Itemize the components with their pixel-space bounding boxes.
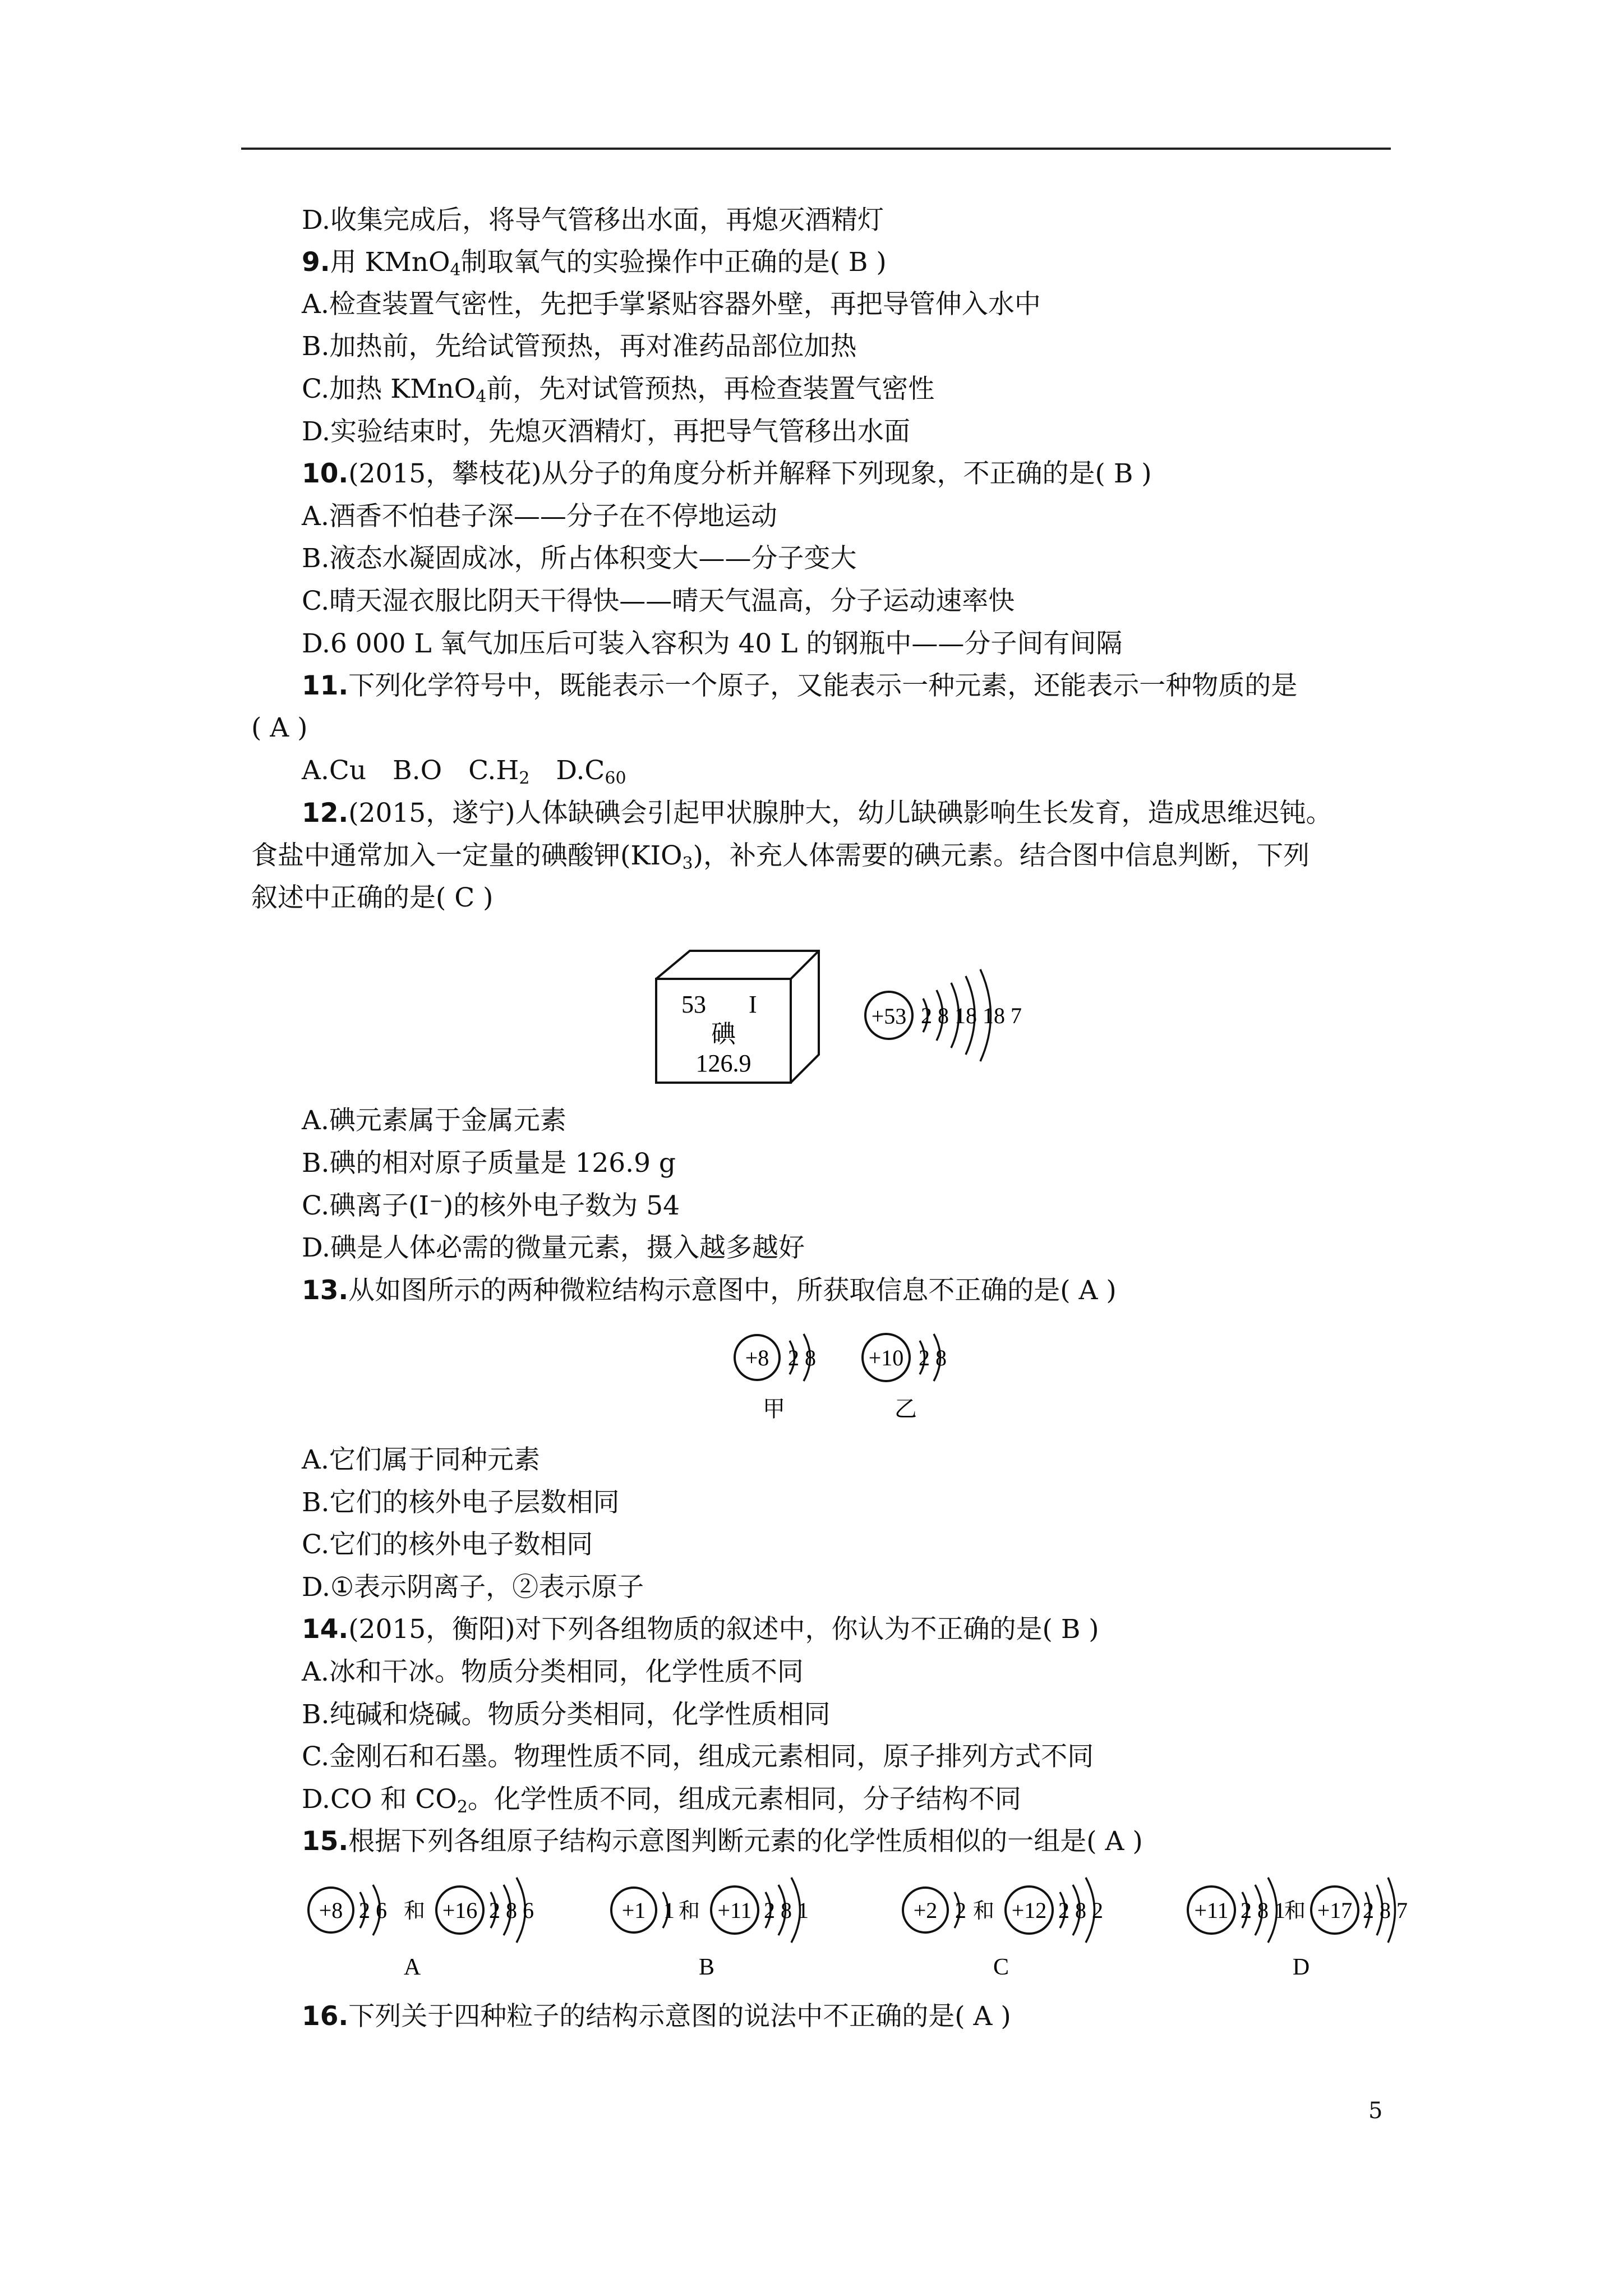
q15-c-nucleus-1: +2 <box>913 1898 938 1923</box>
q15-a-and: 和 <box>404 1898 426 1923</box>
q15-a-nucleus-2: +16 <box>442 1898 478 1923</box>
iodine-nucleus: +53 <box>871 1004 907 1029</box>
jia-nucleus: +8 <box>745 1345 769 1370</box>
q15-figure <box>292 1871 1413 1983</box>
q15-group-b <box>611 1878 809 1980</box>
q15-stem: 15.根据下列各组原子结构示意图判断元素的化学性质相似的一组是( A ) <box>302 1826 1143 1857</box>
q15-c-label: C <box>993 1954 1009 1980</box>
iodine-name: 碘 <box>711 1020 736 1048</box>
q11-options: A.Cu B.O $C.H_2$ $D.C_{60}$ <box>302 755 626 788</box>
q13-option-d: D.①表示阴离子，②表示原子 <box>302 1572 644 1603</box>
q15-b-nucleus-1: +1 <box>621 1898 646 1923</box>
q12-option-c: C.碘离子(I⁻)的核外电子数为 54 <box>302 1190 680 1221</box>
q10-option-c: C.晴天湿衣服比阴天干得快——晴天气温高，分子运动速率快 <box>302 586 1015 616</box>
q10-stem: 10.(2015，攀枝花)从分子的角度分析并解释下列现象，不正确的是( B ) <box>302 458 1152 489</box>
q13-stem: 13.从如图所示的两种微粒结构示意图中，所获取信息不正确的是( A ) <box>302 1275 1117 1306</box>
q12-figure <box>651 948 1043 1088</box>
q15-a-nucleus-1: +8 <box>319 1898 343 1923</box>
q10-option-a: A.酒香不怕巷子深——分子在不停地运动 <box>302 501 777 532</box>
iodine-atomic-number: 53 <box>681 991 706 1018</box>
q15-b-nucleus-2: +11 <box>717 1898 752 1923</box>
jia-shells: 2 8 <box>788 1345 816 1370</box>
q12-stem-line1: 12.(2015，遂宁)人体缺碘会引起甲状腺肿大，幼儿缺碘影响生长发育，造成思维迟钝。 <box>302 798 1332 829</box>
q15-c-nucleus-2: +12 <box>1011 1898 1047 1923</box>
iodine-shells: 2 8 18 18 7 <box>921 1003 1022 1028</box>
yi-label: 乙 <box>895 1396 917 1422</box>
yi-nucleus: +10 <box>868 1345 904 1370</box>
q12-option-a: A.碘元素属于金属元素 <box>302 1105 566 1136</box>
q13-option-c: C.它们的核外电子数相同 <box>302 1529 593 1560</box>
q9-option-c: C.加热 KMnO$_4$前，先对试管预热，再检查装置气密性 <box>302 374 935 407</box>
q15-b-label: B <box>698 1954 715 1980</box>
q14-option-d: D.CO 和 $CO_2$。化学性质不同，组成元素相同，分子结构不同 <box>302 1784 1021 1817</box>
q12-stem-line2: 食盐中通常加入一定量的碘酸钾$(KIO_3)$，补充人体需要的碘元素。结合图中信息判断，下列 <box>251 840 1310 873</box>
q15-c-shells-2: 2 8 2 <box>1058 1898 1103 1923</box>
q15-b-and: 和 <box>679 1898 700 1923</box>
q14-option-c: C.金刚石和石墨。物理性质不同，组成元素相同，原子排列方式不同 <box>302 1741 1094 1772</box>
q14-option-a: A.冰和干冰。物质分类相同，化学性质不同 <box>302 1657 804 1687</box>
q11-stem: 11.下列化学符号中，既能表示一个原子，又能表示一种元素，还能表示一种物质的是 <box>302 670 1298 701</box>
q11-answer: ( A ) <box>251 712 308 743</box>
q12-option-b: B.碘的相对原子质量是 126.9 g <box>302 1148 676 1179</box>
q15-c-and: 和 <box>973 1898 995 1923</box>
q15-d-nucleus-1: +11 <box>1194 1898 1229 1923</box>
q13-figure <box>723 1324 981 1425</box>
q9-option-b: B.加热前，先给试管预热，再对准药品部位加热 <box>302 331 857 362</box>
q15-group-c <box>903 1878 1103 1980</box>
q15-b-shells-2: 2 8 1 <box>764 1898 809 1923</box>
q15-d-nucleus-2: +17 <box>1317 1898 1353 1923</box>
q15-d-and: 和 <box>1284 1898 1306 1923</box>
q12-option-d: D.碘是人体必需的微量元素，摄入越多越好 <box>302 1232 805 1263</box>
q15-c-shells-1: 2 <box>955 1898 966 1923</box>
q15-group-d <box>1188 1878 1408 1980</box>
q15-a-label: A <box>403 1954 421 1980</box>
q10-option-b: B.液态水凝固成冰，所占体积变大——分子变大 <box>302 543 857 574</box>
q15-d-shells-1: 2 8 1 <box>1241 1898 1285 1923</box>
q13-option-b: B.它们的核外电子层数相同 <box>302 1487 620 1518</box>
jia-label: 甲 <box>763 1396 785 1422</box>
q10-option-d: D.6 000 L 氧气加压后可装入容积为 40 L 的钢瓶中——分子间有间隔 <box>302 628 1123 659</box>
q15-a-shells-2: 2 8 6 <box>489 1898 534 1923</box>
q14-option-b: B.纯碱和烧碱。物质分类相同，化学性质相同 <box>302 1699 831 1730</box>
header-rule <box>241 148 1391 150</box>
q12-stem-line3: 叙述中正确的是( C ) <box>251 882 494 913</box>
q15-a-shells-1: 2 6 <box>359 1898 387 1923</box>
yi-shells: 2 8 <box>919 1345 947 1370</box>
q9-stem: 9.用 KMnO$_4$制取氧气的实验操作中正确的是( B ) <box>302 247 887 280</box>
q15-group-a <box>308 1878 534 1980</box>
q16-stem: 16.下列关于四种粒子的结构示意图的说法中不正确的是( A ) <box>302 2001 1011 2032</box>
iodine-symbol: I <box>749 991 757 1018</box>
iodine-atom-diagram <box>865 969 1022 1061</box>
q9-option-d: D.实验结束时，先熄灭酒精灯，再把导气管移出水面 <box>302 416 910 447</box>
page-number: 5 <box>1368 2098 1383 2124</box>
q13-option-a: A.它们属于同种元素 <box>302 1444 540 1475</box>
q15-d-label: D <box>1292 1954 1310 1980</box>
q15-b-shells-1: 1 <box>663 1898 675 1923</box>
q14-stem: 14.(2015，衡阳)对下列各组物质的叙述中，你认为不正确的是( B ) <box>302 1614 1099 1645</box>
q9-option-a: A.检查装置气密性，先把手掌紧贴容器外壁，再把导管伸入水中 <box>302 289 1041 320</box>
iodine-mass: 126.9 <box>695 1050 751 1077</box>
q8-option-d: D.收集完成后，将导气管移出水面，再熄灭酒精灯 <box>302 205 884 236</box>
q15-d-shells-2: 2 8 7 <box>1363 1898 1408 1923</box>
